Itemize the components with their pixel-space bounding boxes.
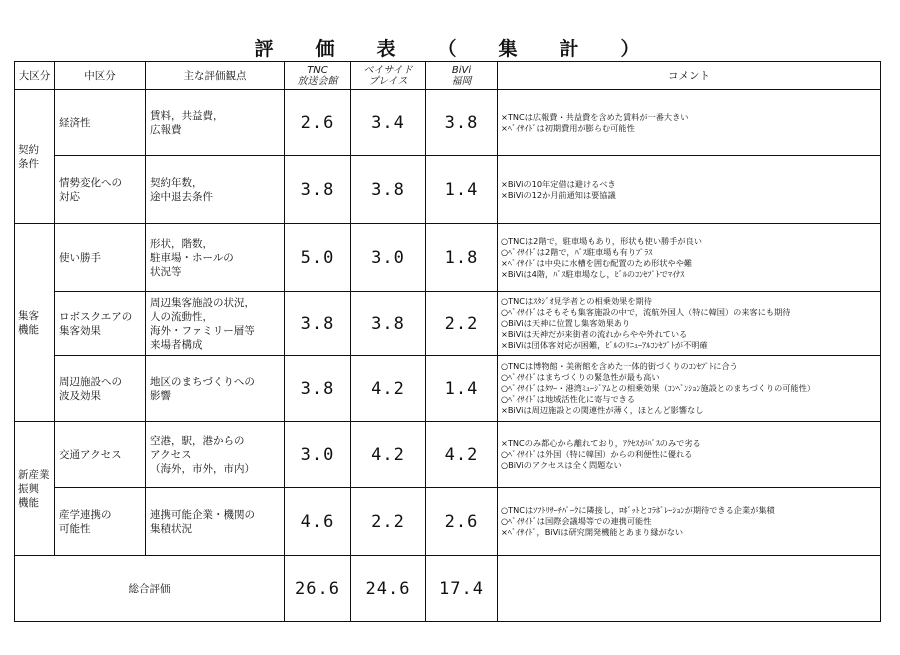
- total-score-cell: 24.6: [351, 556, 426, 622]
- comment-line: ×ﾍﾞｲｻｲﾄﾞ，BiViは研究開発機能とあまり縁がない: [501, 527, 684, 537]
- comment-line: ○ﾍﾞｲｻｲﾄﾞは2階で，ﾊﾞｽ駐車場も有りﾌﾟﾗｽ: [501, 246, 653, 257]
- title-char: 価: [315, 38, 341, 60]
- major-category: 集客 機能: [15, 224, 55, 422]
- total-score-cell: 17.4: [426, 556, 498, 622]
- comment-line: ○ﾍﾞｲｻｲﾄﾞはﾀﾜｰ・港湾ﾐｭｰｼﾞｱﾑとの相乗効果（ｺﾝﾍﾞﾝｼｮﾝ施設とのまちづくりの可能性）: [501, 383, 816, 393]
- score-cell: 2.6: [426, 488, 498, 556]
- mid-category: 産学連携の 可能性: [55, 488, 146, 556]
- page-title: [0, 34, 900, 61]
- evaluation-points: 契約年数， 途中退去条件: [146, 156, 285, 224]
- table-row: [15, 90, 881, 156]
- comment-line: ×BiViは天神だが来街者の流れからやや外れている: [501, 329, 688, 339]
- evaluation-table: [14, 61, 881, 622]
- score-cell: 3.4: [351, 90, 426, 156]
- comment-line: ○TNCは2階で，駐車場もあり，形状も使い勝手が良い: [501, 235, 702, 246]
- score-cell: 4.6: [285, 488, 351, 556]
- score-cell: 3.8: [285, 292, 351, 356]
- score-cell: 1.4: [426, 156, 498, 224]
- title-char: （: [437, 38, 463, 60]
- score-cell: 2.6: [285, 90, 351, 156]
- comment-line: ×TNCのみ都心から離れており，ｱｸｾｽがﾊﾞｽのみで劣る: [501, 438, 701, 448]
- mid-category: 情勢変化への 対応: [55, 156, 146, 224]
- title-char: 評: [254, 38, 280, 60]
- comment-line: ×BiViは周辺施設との関連性が薄く，ほとんど影響なし: [501, 405, 704, 415]
- score-cell: 3.0: [285, 422, 351, 488]
- comment-line: ×BiViは4階，ﾊﾞｽ駐車場なし，ﾋﾞﾙのｺﾝｾﾌﾟﾄでﾏｲﾅｽ: [501, 268, 685, 279]
- comment-line: ○ﾍﾞｲｻｲﾄﾞはそもそも集客施設の中で，流航外国人（特に韓国）の来客にも期待: [501, 307, 791, 317]
- evaluation-points: 地区のまちづくりへの 影響: [146, 356, 285, 422]
- comment-line: ×BiViの12か月前通知は要協議: [501, 189, 616, 200]
- header-points: 主な評価観点: [146, 62, 285, 90]
- comment-line: ○ﾍﾞｲｻｲﾄﾞは外国（特に韓国）からの利便性に優れる: [501, 449, 693, 459]
- table-row: [15, 488, 881, 556]
- comment-cell: [498, 422, 881, 488]
- header-site-tnc: TNC 放送会館: [285, 62, 351, 90]
- score-cell: 4.2: [426, 422, 498, 488]
- score-cell: 4.2: [351, 356, 426, 422]
- score-cell: 5.0: [285, 224, 351, 292]
- comment-line: ×BiViの10年定借は避けるべき: [501, 178, 616, 189]
- header-mid: 中区分: [55, 62, 146, 90]
- evaluation-points: 空港，駅，港からの アクセス （海外，市外，市内）: [146, 422, 285, 488]
- score-cell: 3.0: [351, 224, 426, 292]
- mid-category: 周辺施設への 波及効果: [55, 356, 146, 422]
- total-row: [15, 556, 881, 622]
- comment-cell: [498, 292, 881, 356]
- comment-line: ○TNCはｿﾌﾄﾘｻｰﾁﾊﾟｰｸに隣接し，ﾛﾎﾞｯﾄとｺﾗﾎﾞﾚｰｼｮﾝが期待できる企業が集積: [501, 505, 775, 515]
- comment-cell: [498, 356, 881, 422]
- title-char: 計: [559, 38, 585, 60]
- table-row: [15, 156, 881, 224]
- title-char: 表: [376, 38, 402, 60]
- comment-cell: [498, 156, 881, 224]
- score-cell: 3.8: [351, 292, 426, 356]
- comment-cell: [498, 224, 881, 292]
- evaluation-points: 賃料，共益費， 広報費: [146, 90, 285, 156]
- table-row: [15, 292, 881, 356]
- comment-line: ○BiViのアクセスは全く問題ない: [501, 460, 622, 470]
- score-cell: 3.8: [285, 156, 351, 224]
- score-cell: 3.8: [351, 156, 426, 224]
- score-cell: 3.8: [426, 90, 498, 156]
- comment-cell: [498, 488, 881, 556]
- comment-line: ×ﾍﾞｲｻｲﾄﾞは中央に水槽を囲む配置のため形状やや難: [501, 257, 693, 268]
- comment-line: ×ﾍﾞｲｻｲﾄﾞは初期費用が膨らむ可能性: [501, 122, 635, 133]
- total-comment-cell: [498, 556, 881, 622]
- comment-line: ○ﾍﾞｲｻｲﾄﾞはまちづくりの緊急性が最も高い: [501, 372, 660, 382]
- evaluation-points: 連携可能企業・機関の 集積状況: [146, 488, 285, 556]
- comment-line: ○TNCは博物館・美術館を含めた一体的街づくりのｺﾝｾﾌﾟﾄに合う: [501, 361, 738, 371]
- score-cell: 3.8: [285, 356, 351, 422]
- score-cell: 2.2: [351, 488, 426, 556]
- header-comment: コメント: [498, 62, 881, 90]
- comment-line: ○TNCはｽﾀｼﾞｵ見学者との相乗効果を期待: [501, 296, 652, 306]
- comment-line: ×TNCは広報費・共益費を含めた賃料が一番大きい: [501, 111, 689, 122]
- mid-category: 使い勝手: [55, 224, 146, 292]
- score-cell: 2.2: [426, 292, 498, 356]
- mid-category: 交通アクセス: [55, 422, 146, 488]
- score-cell: 1.8: [426, 224, 498, 292]
- total-score-cell: 26.6: [285, 556, 351, 622]
- evaluation-points: 形状，階数， 駐車場・ホールの 状況等: [146, 224, 285, 292]
- header-site-bayside: ベイサイド プレイス: [351, 62, 426, 90]
- total-label: 総合評価: [15, 556, 285, 622]
- evaluation-points: 周辺集客施設の状況， 人の流動性， 海外・ファミリー層等 来場者構成: [146, 292, 285, 356]
- header-row: [15, 62, 881, 90]
- comment-line: ○ﾍﾞｲｻｲﾄﾞは国際会議場等での連携可能性: [501, 516, 652, 526]
- score-cell: 4.2: [351, 422, 426, 488]
- major-category: 契約 条件: [15, 90, 55, 224]
- title-char: 集: [498, 38, 524, 60]
- score-cell: 1.4: [426, 356, 498, 422]
- comment-line: ○BiViは天神に位置し集客効果あり: [501, 318, 631, 328]
- major-category: 新産業 振興 機能: [15, 422, 55, 556]
- title-char: ）: [620, 38, 646, 60]
- mid-category: 経済性: [55, 90, 146, 156]
- comment-line: ○ﾍﾞｲｻｲﾄﾞは地域活性化に寄与できる: [501, 394, 636, 404]
- comment-cell: [498, 90, 881, 156]
- table-row: [15, 422, 881, 488]
- header-major: 大区分: [15, 62, 55, 90]
- header-site-bivi: BiVi 福岡: [426, 62, 498, 90]
- comment-line: ×BiViは団体客対応が困難，ﾋﾞﾙのﾘﾆｭｰｱﾙｺﾝｾﾌﾟﾄが不明確: [501, 340, 708, 350]
- table-row: [15, 356, 881, 422]
- table-row: [15, 224, 881, 292]
- mid-category: ロボスクエアの 集客効果: [55, 292, 146, 356]
